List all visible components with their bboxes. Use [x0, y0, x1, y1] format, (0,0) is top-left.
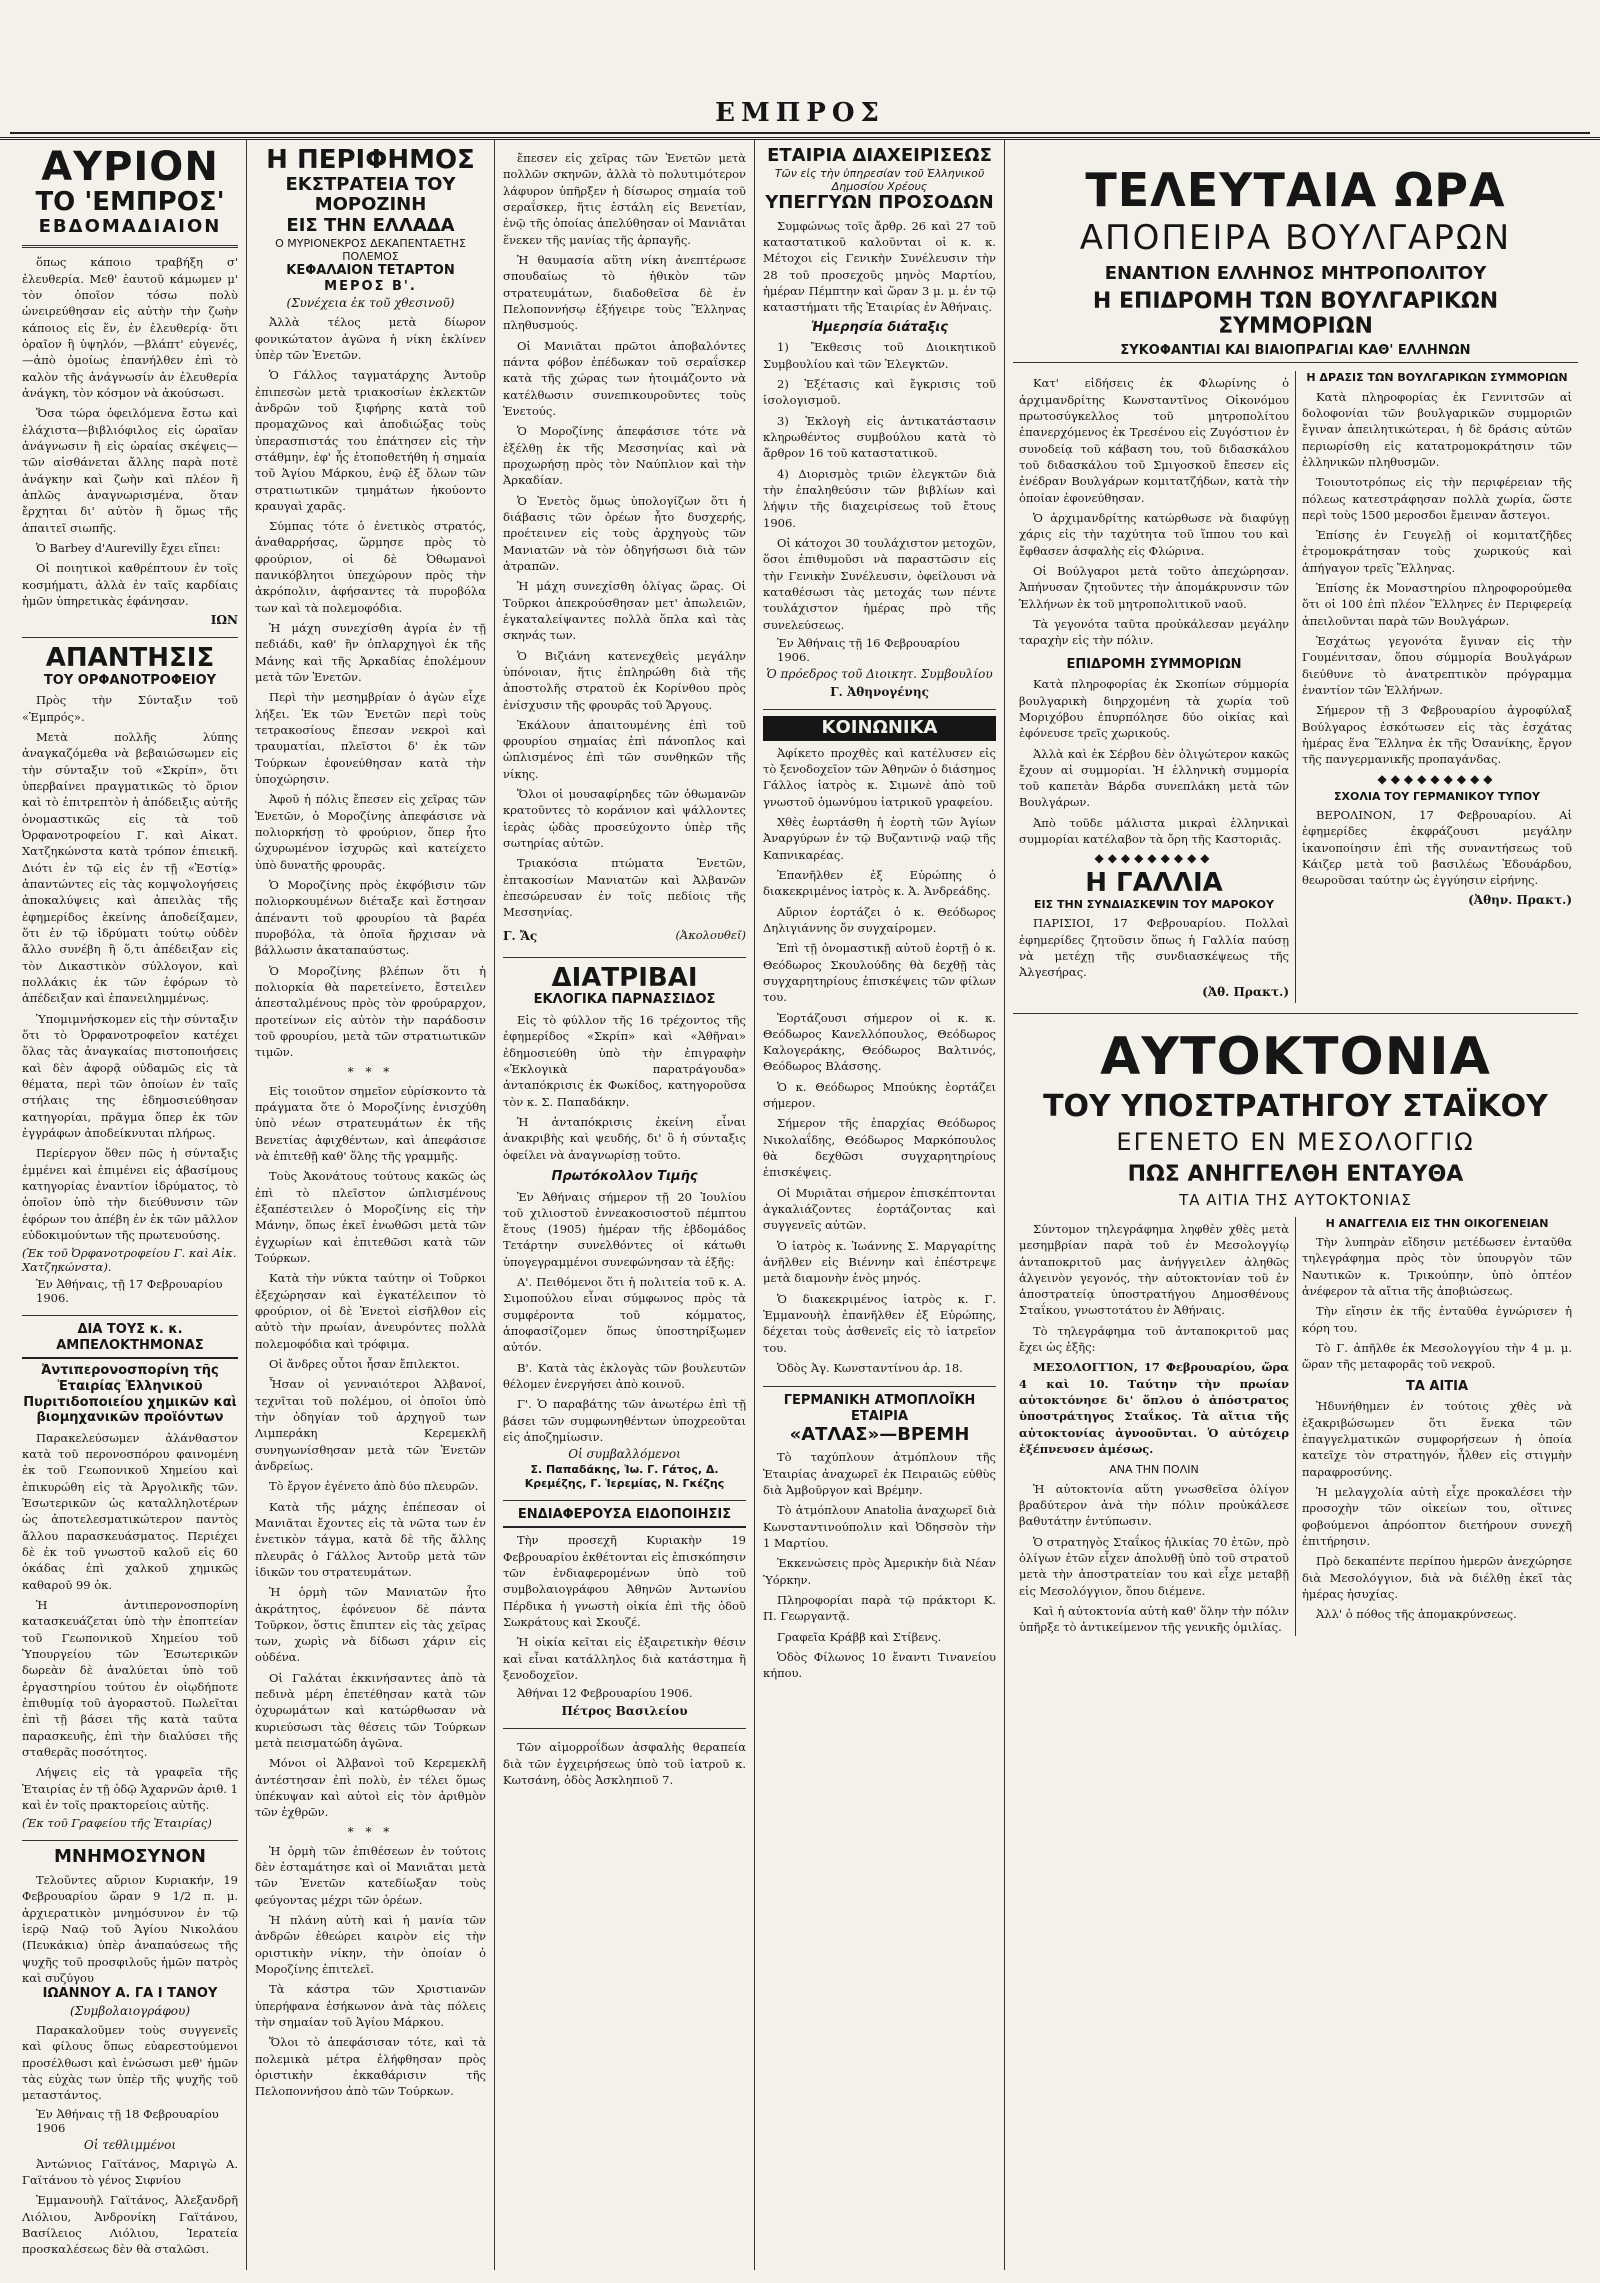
paragraph: Ἑορτάζουσι σήμερον οἱ κ. κ. Θεόδωρος Κανελλόπουλος, Θεόδωρος Καλογεράκης, Θεόδωρος Βαλτινός, Θεόδωρος Βλάσσης. [763, 1010, 996, 1074]
paragraph: Τὰ γεγονότα ταῦτα προὐκάλεσαν μεγάλην ταραχὴν εἰς τὴν πόλιν. [1019, 616, 1289, 648]
continuation-note: (Ἀκολουθεῖ) [675, 927, 746, 942]
paragraph: Τὸ Γ. ἀπῆλθε ἐκ Μεσολογγίου τὴν 4 μ. μ. ὥραν τῆς μεταφορᾶς τοῦ νεκροῦ. [1302, 1341, 1572, 1372]
signature: Πέτρος Βασιλείου [561, 1704, 688, 1719]
name-subtitle: (Συμβολαιογράφου) [70, 2003, 190, 2018]
paragraph: Κατ' εἰδήσεις ἐκ Φλωρίνης ὁ ἀρχιμανδρίτης Κωνσταντῖνος Οἰκονόμου πρωτοσύγκελλος τοῦ μητροπολίτου ἐπανερχόμενος ἐκ Τρεσένου εἰς Ζυγόστιον ἐν συνοδείᾳ τοῦ κάβαση του, τοῦ διδασκάλου τοῦ διδασκάλου τοῦ Σμιγοσκοῦ ἔπεσεν εἰς ἐνέδραν Βουλγάρων κομιτατζήδων, κατὰ τὴν ὁποίαν ἐφονεύθησαν. [1019, 376, 1289, 505]
paragraph: ΒΕΡΟΛΙΝΟΝ, 17 Φεβρουαρίου. Αἱ ἐφημερίδες ἐκφράζουσι μεγάλην ἱκανοποίησιν ἐπὶ τῆς συναντήσεως τοῦ Κάιζερ μετὰ τοῦ βασιλέως Ἐδουάρδου, θεωροῦσαι ταύτην ὡς ἐγγύησιν εἰρήνης. [1302, 807, 1572, 888]
paragraph: Ὁ Μοροζίνης ἀπεφάσισε τότε νὰ ἐξέλθῃ ἐκ τῆς Μεσσηνίας καὶ νὰ προχωρήσῃ πρὸς τὸν Ναύπλιον καὶ τὴν Ἀρκαδίαν. [503, 424, 746, 488]
article-mnimosynon [22, 1840, 238, 2257]
headline: ΓΕΡΜΑΝΙΚΗ ΑΤΜΟΠΛΟΪΚΗ ΕΤΑΙΡΙΑ [783, 1393, 976, 1424]
paragraph: Ἡ οἰκία κεῖται εἰς ἐξαιρετικὴν θέσιν καὶ εἶναι κατάλληλος διὰ κατάστημα ἢ ξενοδοχεῖον. [503, 1635, 746, 1683]
paragraph: Ἐπὶ τῇ ὀνομαστικῇ αὐτοῦ ἑορτῇ ὁ κ. Θεόδωρος Σκουλούδης θὰ δεχθῇ τὰς συγχαρητηρίους ἐπισκέψεις τῶν φίλων του. [763, 941, 996, 1005]
dateline: Ἐν Ἀθήναις τῇ 16 Φεβρουαρίου 1906. [777, 635, 960, 664]
article-ampelokthmones [22, 1315, 238, 1830]
paragraph: Ὅλοι τὸ ἀπεφάσισαν τότε, καὶ τὰ πολεμικὰ μέτρα ἐλήφθησαν πρὸς ὁριστικὴν ἐκκαθάρισιν τῆς Πελοποννήσου ἀπὸ τῶν Τούρκων. [255, 2035, 486, 2099]
paragraph: Τὸ ἀτμόπλουν Anatolia ἀναχωρεῖ διὰ Κωνσταντινούπολιν καὶ Ὀδησσὸν τὴν 1 Μαρτίου. [763, 1503, 996, 1550]
article-apantisis [22, 637, 238, 1305]
headline: Η ΓΑΛΛΙΑ [1085, 868, 1223, 899]
paragraph: Ἡ μάχη συνεχίσθη ἀγρία ἐν τῇ πεδιάδι, καθ' ἣν ὁπλαρχηγοὶ ἐκ τῆς Μάνης καὶ τῆς Ἀρκαδίας ἐπολέμουν μετὰ τῶν Ἑνετῶν. [255, 621, 486, 685]
article-morozini [255, 140, 486, 2100]
subcolumn-left [1013, 1217, 1295, 1636]
subheadline: ΑΝΑ ΤΗΝ ΠΟΛΙΝ [1109, 1463, 1199, 1477]
paragraph: Ἡ ἀνταπόκρισις ἐκείνη εἶναι ἀνακριβὴς καὶ ψευδής, δι' ὃ ἡ σύνταξις ὀφείλει νὰ ἀναγνωρίσῃ τοῦτο. [503, 1114, 746, 1162]
paragraph: Κατὰ τὴν νύκτα ταύτην οἱ Τοῦρκοι ἐξεχώρησαν καὶ ἐγκατέλειπον τὸ φρούριον, οἱ δὲ Ἑνετοὶ εἰσῆλθον εἰς αὐτὸ τὴν πρωίαν, ἀνευρόντες πολλὰ πολεμοφόδια καὶ τρόφιμα. [255, 1271, 486, 1351]
signature: (Ἐκ τοῦ Γραφείου τῆς Ἑταιρίας) [22, 1816, 212, 1831]
headline: ΤΕΛΕΥΤΑΙΑ ΩΡΑ [1085, 163, 1506, 217]
source-note: (Ἀθ. Πρακτ.) [1202, 984, 1289, 999]
paragraph: Ἦσαν οἱ γενναιότεροι Ἀλβανοί, τεχνῖται τοῦ πολέμου, οἱ ὁποῖοι ὑπὸ τὴν ὁδηγίαν τοῦ ἀρχηγοῦ των Λιμπεράκη Κερεμεκλῆ συνηγωνίσθησαν μετὰ τῶν Ἑνετῶν ἀνδρείως. [255, 1377, 486, 1473]
paragraph: Ἐμμανουὴλ Γαϊτάνος, Ἀλεξανδρῆ Λιόλιου, Ἀνδρονίκη Γαϊτάνου, Βασίλειος Λιόλιου, Ἱερατεία προσκαλέσεως δὲν θὰ σταλῶσι. [22, 2193, 238, 2257]
paragraph: Ὁ Μοροζίνης πρὸς ἐκφόβισιν τῶν πολιορκουμένων διέταξε καὶ ἔστησαν ἀπέναντι τοῦ φρουρίου τὰ βαρέα πυροβόλα, τὰ ὁποῖα ἤρχισαν νὰ βάλλωσιν ἀκαταπαύστως. [255, 878, 486, 958]
paragraph: Τριακόσια πτώματα Ἑνετῶν, ἐπτακοσίων Μανιατῶν καὶ Ἀλβανῶν ἐπεσώρευσαν ἐν τοῖς πεδίοις τῆς Μεσσηνίας. [503, 856, 746, 920]
headline: ΑΥΤΟΚΤΟΝΙΑ [1100, 1026, 1491, 1087]
paragraph: Μετὰ πολλῆς λύπης ἀναγκαζόμεθα νὰ βεβαιώσωμεν εἰς τὴν σύνταξιν τοῦ «Σκρίπ», ὅτι ὑπερβαίνει πραγματικῶς τὸ ὅριον καὶ τὸ ἐπιτρεπτὸν ἡ ἀπόδειξις αὐτῆς ὀνομαστικῶς εἰς τὰ τοῦ Ὀρφανοτροφείου Γ. καὶ Αἰκατ. Χατζηκώνστα κατὰ τρόπον ἐπιεικῆ. Διότι ἐν τῷ εἰς ἐν τῇ «Ἑστίᾳ» ἀπαντώντες εἰς τὰς κομψολογήσεις ἀποκαλύψεις καὶ ἀπειλὰς τῆς ἐφημερίδος ἐκείνης ἀποδείξαμεν, ὅτι ἐν τῷ ἱδρύματι τούτῳ οὐδὲν ἄλλο συνέβη ἢ ὅ,τι ἀπέδειξαν εἰς τὸν Δικαστικὸν σύλλογον, καὶ πολλάκις ἐκ τῶν ἐφόρων τὸ ἀπέδειξαν καὶ ἐπανειλημμένως. [22, 730, 238, 1006]
subheadline: Η ΕΠΙΔΡΟΜΗ ΤΩΝ ΒΟΥΛΓΑΡΙΚΩΝ ΣΥΜΜΟΡΙΩΝ [1092, 289, 1499, 339]
separator-ornament: * * * [347, 1064, 394, 1079]
paragraph: Ὑπομιμνήσκομεν εἰς τὴν σύνταξιν ὅτι τὸ Ὀρφανοτροφεῖον κατέχει ὅλας τὰς ἀναγκαίας πιστοποιήσεις καὶ δὲν ἀφορᾷ οὐδαμῶς εἰς τὰ θέματα, περὶ τῶν ὁποίων ἐν ταῖς στήλαις της ἐδημοσιεύθησαν κατηγορίαι, πρᾶγμα ὅπερ ἐκ τῶν ἐγγράφων ἀποδείκνυται πλήρως. [22, 1011, 238, 1140]
paragraph: Σήμερον τῆς ἐπαρχίας Θεόδωρος Νικολαΐδης, Θεόδωρος Μαρκόπουλος θὰ δεχθῶσι συγχαρητηρίους ἐπισκέψεις. [763, 1116, 996, 1180]
paragraph: Ἀφίκετο προχθὲς καὶ κατέλυσεν εἰς τὸ ξενοδοχεῖον τῶν Ἀθηνῶν ὁ διάσημος Γάλλος ἰατρὸς κ. Σιμωνὲ ἀπὸ τοῦ γνωστοῦ ὁμωνύμου ἰατρικοῦ γραφείου. [763, 745, 996, 809]
paragraph: Ἐπίσης ἐκ Μοναστηρίου πληροφορούμεθα ὅτι οἱ 100 ἐπὶ πλέον Ἕλληνες ἐν Περιφερείᾳ ἀπειλοῦνται παρὰ τῶν Βουλγάρων. [1302, 581, 1572, 628]
subheadline: ΠΩΣ ΑΝΗΓΓΕΛΘΗ ΕΝΤΑΥΘΑ [1127, 1161, 1464, 1187]
paragraph: Μόνοι οἱ Ἀλβανοὶ τοῦ Κερεμεκλῆ ἀντέστησαν ἐπὶ πολὺ, ἐν τέλει ὅμως ὑπέκυψαν καὶ αὐτοὶ εἰς τὸν ἀριθμὸν τῶν ἐχθρῶν. [255, 1756, 486, 1820]
paragraph: ἔπεσεν εἰς χεῖρας τῶν Ἑνετῶν μετὰ πολλῶν σκηνῶν, ἀλλὰ τὸ πολυτιμότερον λάφυρον ὑπῆρξεν ἡ δίσωρος σημαία τοῦ σεραΐσκερ, ἥτις ἐστάλη εἰς Βενετίαν, ἐνῷ τῆς ὁποίας ἀπελύθησαν οἱ Μανιᾶται ἕνεκεν τῆς μανίας τῆς ἁρπαγῆς. [503, 151, 746, 247]
newspaper-title: ΕΜΠΡΟΣ [715, 98, 885, 128]
two-column-body [1013, 371, 1578, 1002]
paragraph: Ἐπανῆλθεν ἐξ Εὐρώπης ὁ διακεκριμένος ἰατρὸς κ. Ἀ. Ἀνδρεάδης. [763, 867, 996, 899]
article-atlas [763, 1386, 996, 1681]
subheadline: ΕΒΔΟΜΑΔΙΑΙΟΝ [38, 215, 222, 237]
paragraph: Παρακελεύσωμεν ἀλάνθαστον κατὰ τοῦ περονοσπόρου φαινομένη ἐκ τοῦ Γεωπονικοῦ Χημείου καὶ ἐπικυρώθη εἰς τὰ Ἀργολικῆς τῶν. Ἐσωτερικῶν ὡς καταλληλοτέρων ὡς ἀποτελεσματικώτερον παντὸς ἄλλου παρασκευάσματος. Περιέχει δὲ ἐκ τοῦ γνωστοῦ καλοῦ εἰς 60 ὀκάδας ἐπὶ χαλκοῦ χημικῶς καθαροῦ 99 ὀκ. [22, 1430, 238, 1592]
paragraph: Αὔριον ἑορτάζει ὁ κ. Θεόδωρος Δηλιγιάννης ὅν συγχαίρομεν. [763, 904, 996, 935]
dateline: Ἐν Ἀθήναις τῇ 18 Φεβρουαρίου 1906 [36, 2106, 219, 2135]
paragraph: Πρὸ δεκαπέντε περίπου ἡμερῶν ἀνεχώρησε διὰ Μεσολόγγιον, διὰ νὰ διέλθῃ ἐκεῖ τὰς ἡμέρας ἡσυχίας. [1302, 1554, 1572, 1601]
paragraph: Τὸ ἔργον ἐγένετο ἀπὸ δύο πλευρῶν. [269, 1479, 479, 1494]
paragraph: Ἐκάλουν ἀπαιτουμένης ἐπὶ τοῦ φρουρίου σημαίας ἐπὶ πάνοπλος καὶ ὡπλισμένος ἐπὶ τῶν συνθηκῶν τῆς νίκης. [503, 717, 746, 781]
column-2 [246, 140, 494, 2270]
headline: ΕΚΣΤΡΑΤΕΙΑ ΤΟΥ ΜΟΡΟΖΙΝΗ [285, 173, 456, 216]
headline: «ΑΤΛΑΣ»—ΒΡΕΜΗ [789, 1423, 970, 1445]
article-teleftaia-ora [1013, 140, 1578, 1003]
column-4 [754, 140, 1004, 2270]
headline: ΕΙΣ ΤΗΝ ΕΛΛΑΔΑ [286, 214, 455, 236]
signature: (Ἐκ τοῦ Ὀρφανοτροφείου Γ. καὶ Αἰκ. Χατζηκώνστα). [22, 1246, 237, 1275]
paragraph: Τὰ κάστρα τῶν Χριστιανῶν ὑπερήφανα ἐσήκωνον ἀνὰ τὰς πόλεις τὴν σημαίαν τοῦ Ἁγίου Μάρκου. [255, 1982, 486, 2030]
signature-role: Ὁ πρόεδρος τοῦ Διοικητ. Συμβουλίου [766, 666, 993, 681]
headline: ΕΝΔΙΑΦΕΡΟΥΣΑ ΕΙΔΟΠΟΙΗΣΙΣ [503, 1507, 746, 1529]
paragraph: Οἱ Βούλγαροι μετὰ τοῦτο ἀπεχώρησαν. Ἀπήνυσαν ζητοῦντες τὴν ἀπομάκρυνσιν τῶν Ἑλλήνων ἐκ τοῦ μητροπολιτικοῦ ναοῦ. [1019, 563, 1289, 611]
paragraph: 1) Ἔκθεσις τοῦ Διοικητικοῦ Συμβουλίου καὶ τῶν Ἐλεγκτῶν. [763, 340, 996, 371]
paragraph: Ὁ Βιζιάνη κατενεχθεὶς μεγάλην ὑπόνοιαν, ἥτις ἐπληρώθη διὰ τῆς ἀποστολῆς στρατοῦ ἐκ Κορίνθου πρὸς ἐνίσχυσιν τῆς φρουρᾶς τοῦ Ἄργους. [503, 648, 746, 712]
paragraph: Κατὰ πληροφορίας ἐκ Γεννιτσῶν αἱ δολοφονίαι τῶν βουλγαρικῶν συμμοριῶν ἔγιναν ἀπειλητικώτεραι, ἡ δὲ δράσις αὐτῶν περιωρίσθη εἰς κατατρομοκράτησιν τῶν ἑλληνικῶν πληθυσμῶν. [1302, 389, 1572, 469]
subheadline: ΕΚΛΟΓΙΚΑ ΠΑΡΝΑΣΣΙΔΟΣ [533, 992, 716, 1008]
paragraph: Ἡ μελαγχολία αὐτὴ εἶχε προκαλέσει τὴν προσοχὴν τῶν οἰκείων του, οἵτινες φοβούμενοι ἀπρόοπτον διετήρουν συνεχῆ ἐπιτήρησιν. [1302, 1484, 1572, 1548]
paragraph: Ἐν Ἀθήναις σήμερον τῇ 20 Ἰουλίου τοῦ χιλιοστοῦ ἐννεακοσιοστοῦ πέμπτου ἔτους (1905) ἡμέραν τῆς ἑβδομάδος Τετάρτην συνελθόντες οἱ κάτωθι ὑπογεγραμμένοι συνεφώνησαν τὰ ἑξῆς: [503, 1189, 746, 1269]
paragraph: Περίεργον ὅθεν πῶς ἡ σύνταξις ἐμμένει καὶ ἐπιμένει εἰς ἀβασίμους κατηγορίας ἐναντίον ἱδρύματος, τὸ ὁποῖον ὑπὸ τὴν διεύθυνσιν τῶν ἐφόρων του ἀπέβη ἐν ἐκ τῶν μᾶλλον εὐδοκιμούντων τῆς πρωτευούσης. [22, 1146, 238, 1242]
paragraph: Συμφώνως τοῖς ἄρθρ. 26 καὶ 27 τοῦ καταστατικοῦ καλοῦνται οἱ κ. κ. Μέτοχοι εἰς Γενικὴν Συνέλευσιν τὴν 28 τοῦ προσεχοῦς μηνὸς Μαρτίου, ἡμέραν Πέμπτην καὶ ὥραν 3 μ. μ. ἐν τῷ καταστήματι τῆς Ἑταιρίας ἐν Ἀθήναις. [763, 218, 996, 315]
article-aftoktonia [1013, 1013, 1578, 1636]
subcolumn-right [1295, 371, 1578, 1002]
subheadline: ΣΥΚΟΦΑΝΤΙΑΙ ΚΑΙ ΒΙΑΙΟΠΡΑΓΙΑΙ ΚΑΘ' ΕΛΛΗΝΩΝ [1013, 343, 1578, 364]
paragraph: Οἱ Μανιᾶται πρῶτοι ἀποβαλόντες πάντα φόβον ἐπέδωκαν τοῦ σεραΐσκερ κατὰ τῆς χώρας των ἡτοιμάζοντο νὰ κατέλθωσιν συνεπικουροῦντες τοὺς Ἑνετούς. [503, 338, 746, 418]
headline: ΔΙΑΤΡΙΒΑΙ [551, 962, 698, 993]
headline: ΤΟ 'ΕΜΠΡΟΣ' [35, 187, 225, 217]
paragraph: Εἰς τοιοῦτον σημεῖον εὑρίσκοντο τὰ πράγματα ὅτε ὁ Μοροζίνης ἐνισχύθη ὑπὸ νέων στρατευμάτων ἐκ τῆς Βενετίας ἀφιχθέντων, καὶ ἀπεφάσισε νὰ ἐπιτεθῇ καθ' ὅλης τῆς γραμμῆς. [255, 1083, 486, 1163]
paragraph: 3) Ἐκλογὴ εἰς ἀντικατάστασιν κληρωθέντος συμβούλου κατὰ τὸ ἄρθρον 16 τοῦ καταστατικοῦ. [763, 413, 996, 461]
name: ΙΩΑΝΝΟΥ Α. ΓΑ Ι ΤΑΝΟΥ [42, 1986, 218, 2002]
paragraph: Ἐπίσης ἐν Γευγελῇ οἱ κομιτατζῆδες ἐτρομοκράτησαν τοὺς χωρικούς καὶ ἀπήγαγον τρεῖς Ἕλληνας. [1302, 528, 1572, 575]
paragraph: Σύμπας τότε ὁ ἑνετικὸς στρατός, ἀναθαρρήσας, ὥρμησε πρὸς τὸ φρούριον, οἱ δὲ Ὀθωμανοὶ πανικόβλητοι ὑπεχώρουν πρὸς τὴν ἀκρόπολιν, ἀφήσαντες τὰ πυροβόλα των καὶ τὰ πολεμοφόδια. [255, 519, 486, 615]
paragraph: Α'. Πειθόμενοι ὅτι ἡ πολιτεία τοῦ κ. Α. Σιμοπούλου εἶναι σύμφωνος πρὸς τὰ συμφέροντα τοῦ κόμματος, ἀποφασίζομεν ὅπως ὑποστηρίξωμεν αὐτόν. [503, 1275, 746, 1355]
subheadline: ΕΠΙΔΡΟΜΗ ΣΥΜΜΟΡΙΩΝ [1066, 656, 1242, 672]
paragraph: Ὁ Ἑνετὸς ὅμως ὑπολογίζων ὅτι ἡ διάβασις τῶν ὀρέων ἦτο δυσχερής, προέτεινεν εἰς τοὺς ἀρχηγοὺς τῶν Μανιατῶν νὰ τὸν ὁδηγήσωσι διὰ τῶν ἀτραπῶν. [503, 493, 746, 573]
paragraph: ΠΑΡΙΣΙΟΙ, 17 Φεβρουαρίου. Πολλαὶ ἐφημερίδες ζητοῦσιν ὅπως ἡ Γαλλία παύσῃ νὰ μετέχῃ τῆς συνδιασκέψεως τῆς Ἀλγεσήρας. [1019, 916, 1289, 980]
paragraph: Ἡ ὁρμὴ τῶν ἐπιθέσεων ἐν τούτοις δὲν ἐσταμάτησε καὶ οἱ Μανιᾶται μετὰ τῶν Ἑνετῶν κατεδίωξαν τοὺς φεύγοντας μέχρι τῶν ὀρέων. [255, 1843, 486, 1907]
article-koinonika [763, 709, 996, 1377]
paragraph: Οἱ ἄνδρες οὗτοι ἦσαν ἔπιλεκτοι. [269, 1356, 460, 1371]
paragraph: Ἀπὸ τοῦδε μάλιστα μικραὶ ἑλληνικαὶ συμμορίαι κατέλαβον τὰ ὄρη τῆς Καστοριᾶς. [1019, 815, 1289, 847]
subheadline: Ἀντιπερονοσπορίνη τῆς Ἑταιρίας Ἑλληνικοῦ Πυριτιδοποιείου χημικῶν καὶ βιομηχανικῶν προϊόντων [23, 1363, 237, 1426]
subheadline: ΤΑ ΑΙΤΙΑ [1405, 1378, 1469, 1394]
subheadline: ΚΕΦΑΛΑΙΟΝ ΤΕΤΑΡΤΟΝ [286, 263, 455, 279]
signature: Σ. Παπαδάκης, Ἰω. Γ. Γάτος, Δ. Κρεμέζης, Γ. Ἱερεμίας, Ν. Γκέζης [524, 1463, 725, 1490]
article-diatrivai [503, 957, 746, 1490]
headline: ΑΠΑΝΤΗΣΙΣ [45, 643, 215, 674]
paragraph: Ὁ κ. Θεόδωρος Μπούκης ἑορτάζει σήμερον. [763, 1079, 996, 1111]
paragraph: Ἠδυνήθημεν ἐν τούτοις χθὲς νὰ ἐξακριβώσωμεν ὅτι ἕνεκα τῶν ἐπαγγελματικῶν συμφορήσεων ἡ ὁποία κατεῖχε τὸν στρατηγόν, ἦλθεν εἰς στιγμὴν παραφροσύνης. [1302, 1399, 1572, 1479]
paragraph: Ὁ στρατηγὸς Σταΐκος ἡλικίας 70 ἐτῶν, πρὸ ὀλίγων ἐτῶν εἶχεν ἀπολυθῇ ὑπὸ τοῦ στρατοῦ μετὰ τὴν ἀποστρατείαν του καὶ εἶχε μεταβῇ εἰς Μεσολόγγιον, ὅπου διέμενε. [1019, 1534, 1289, 1598]
headline: ΕΤΑΙΡΙΑ ΔΙΑΧΕΙΡΙΣΕΩΣ [767, 145, 992, 166]
paragraph: Β'. Κατὰ τὰς ἐκλογὰς τῶν βουλευτῶν θέλομεν ἐνεργήσει ἀπὸ κοινοῦ. [503, 1360, 746, 1392]
paragraph: Ἀλλὰ τέλος μετὰ δίωρον φονικώτατον ἀγῶνα ἡ νίκη ἐκλίνεν ὑπὲρ τῶν Ἑνετῶν. [255, 315, 486, 362]
paragraph: Ἀντώνιος Γαϊτάνος, Μαριγὼ Α. Γαϊτάνου τὸ γένος Σιφνίου [22, 2156, 238, 2187]
paragraph: Εἰς τὸ φύλλον τῆς 16 τρέχοντος τῆς ἐφημερίδος «Σκρίπ» καὶ «Ἀθῆναι» ἐδημοσιεύθη ὑπὸ τὴν ἐπιγραφὴν «Ἐκλογικὰ παρατράγουδα» ἀνταπόκρισις ἐκ Φωκίδος, κατηγοροῦσα τὸν κ. Σ. Παπαδάκην. [503, 1012, 746, 1109]
newspaper-page [14, 140, 1586, 2270]
subheadline: ΣΧΟΛΙΑ ΤΟΥ ΓΕΡΜΑΝΙΚΟΥ ΤΥΠΟΥ [1334, 789, 1540, 803]
paragraph: Τὸ τηλεγράφημα τοῦ ἀνταποκριτοῦ μας ἔχει ὡς ἑξῆς: [1019, 1323, 1289, 1355]
paragraph: Οἱ Γαλάται ἐκκινήσαντες ἀπὸ τὰ πεδινὰ μέρη ἐπετέθησαν κατὰ τῶν ὀχυρωμάτων καὶ κατώρθωσαν νὰ κυριεύσωσι τὰς θέσεις τῶν Τούρκων μετὰ πεισματώδη ἀγῶνα. [255, 1670, 486, 1751]
source-note: (Ἀθην. Πρακτ.) [1468, 892, 1572, 907]
article-avrion [22, 140, 238, 627]
paragraph: Ὅλοι οἱ μουσαφίρηδες τῶν ὀθωμανῶν κρατοῦντες τὸ κοράνιον καὶ ψάλλοντες ἱερὰς ᾠδὰς προσεύχοντο ὑπὲρ τῆς σωτηρίας αὐτῶν. [503, 787, 746, 851]
subheadline: ΕΝΑΝΤΙΟΝ ΕΛΛΗΝΟΣ ΜΗΤΡΟΠΟΛΙΤΟΥ [1104, 262, 1487, 284]
subheadline: Ἡμερησία διάταξις [811, 319, 948, 335]
paragraph: Τοιουτοτρόπως εἰς τὴν περιφέρειαν τῆς πόλεως κατεστράφησαν πολλὰ χωρία, ὥστε περὶ τοὺς 1500 μεροσδοι ἔμειναν ἄστεγοι. [1302, 475, 1572, 522]
paragraph: Ὁ Γάλλος ταγματάρχης Ἀντοῦρ ἐπιπεσὼν μετὰ τριακοσίων ἐκλεκτῶν ἀνδρῶν τοῦ ξιφήρης κατὰ τοῦ προμαχῶνος καὶ ἀποδιώξας τοὺς ὑπερασπιστάς του ἐπάτησεν εἰς τὴν στάθμην, ἐφ' ἧς ἐτοποθετήθη ἡ σημαία τοῦ Ἁγίου Μάρκου, ἐνῷ ἐξ ὅλων τῶν στρατιωτικῶν τμημάτων ἠκούοντο κραυγαὶ χαρᾶς. [255, 368, 486, 513]
paragraph: Ὁ ἰατρὸς κ. Ἰωάννης Σ. Μαργαρίτης ἀνῆλθεν εἰς Βιέννην καὶ ἐπέστρεψε μετὰ διαμονὴν ἑνὸς μηνός. [763, 1238, 996, 1286]
masthead-rule [10, 132, 1590, 134]
signature: Γ. Ἄς [503, 928, 538, 943]
paragraph: Ἀλλ' ὁ πόθος τῆς ἀπομακρύνσεως. [1316, 1607, 1517, 1622]
paragraph: 4) Διορισμὸς τριῶν ἐλεγκτῶν διὰ τὴν ἐπαληθεύσιν τῶν βιβλίων καὶ λήψιν τῆς διαχειρίσεως τοῦ ἔτους 1906. [763, 466, 996, 530]
separator-ornament: ◆◆◆◆◆◆◆◆◆ [1094, 851, 1214, 866]
paragraph: Οἱ τεθλιμμένοι [83, 2137, 177, 2152]
paragraph: Παρακαλοῦμεν τοὺς συγγενεῖς καὶ φίλους ὅπως εὐαρεστούμενοι προσέλθωσι καὶ ἑνώσωσι μεθ' ἡμῶν τὰς εὐχὰς των ὑπὲρ τῆς ψυχῆς τοῦ μεταστάντος. [22, 2022, 238, 2103]
paragraph: Ἀφοῦ ἡ πόλις ἔπεσεν εἰς χεῖρας τῶν Ἑνετῶν, ὁ Μοροζίνης ἀπεφάσισε νὰ πολιορκήσῃ τὸ φρούριον, ὅπερ ἦτο ὠχυρωμένον ἰσχυρῶς καὶ κατείχετο ὑπὸ δυνατῆς φρουρᾶς. [255, 792, 486, 872]
paragraph: Πληροφορίαι παρὰ τῷ πράκτορι Κ. Π. Γεωργαντᾷ. [763, 1592, 996, 1624]
paragraph: Ὅσα τώρα ὀφειλόμενα ἔστω καὶ ἐλάχιστα—βιβλιόφιλος εἰς ὡραῖαν ἀνάγνωσιν ἢ εἰς ὡραίας σκέψεις—τῶν αἰσθάνεται ἄλλης παρὰ ποτὲ ἀνάγκην καὶ ζωὴν καὶ πλέον ἢ ἁπλῶς ἀναγνωρισμένα, ὅταν ἔρχηται δι' αὐτὸν ἢ ὅμως τῆς ἀπαιτεῖ σιωπῆς. [22, 406, 238, 535]
paragraph: Ἐσχάτως γεγονότα ἔγιναν εἰς τὴν Γουμένιτσαν, ὅπου σύμμορία Βουλγάρων διεύθυνε τὸ ἀνατρεπτικὸν πρόγραμμα ἐναντίον τῶν Ἑλλήνων. [1302, 634, 1572, 698]
headline: ΥΠΕΓΓΥΩΝ ΠΡΟΣΟΔΩΝ [765, 192, 994, 214]
headline: Η ΠΕΡΙΦΗΜΟΣ [266, 145, 475, 175]
paragraph: Ἡ θαυμασία αὕτη νίκη ἀνεπτέρωσε σπουδαίως τὸ ἠθικὸν τῶν στρατευμάτων, διαδοθεῖσα δὲ ἐν Πελοποννήσῳ ἐξήγειρε τοὺς Ἕλληνας πληθυσμούς. [503, 252, 746, 333]
column-5 [1004, 140, 1586, 2270]
paragraph: Περὶ τὴν μεσημβρίαν ὁ ἀγὼν εἶχε λήξει. Ἐκ τῶν Ἑνετῶν περὶ τοὺς τετρακοσίους ἔπεσαν νεκροὶ καὶ τραυματίαι, πλεῖστοι δ' ἐκ τῶν Τούρκων ἐφονεύθησαν κατὰ τὴν ὑποχώρησιν. [255, 690, 486, 787]
subcolumn-right [1295, 1217, 1578, 1636]
paragraph: Γραφεῖα Κράββ καὶ Στίβενς. [777, 1629, 942, 1644]
paragraph: Ὁ Μοροζίνης βλέπων ὅτι ἡ πολιορκία θὰ παρετείνετο, ἔστειλεν ἀπεσταλμένους πρὸς τὸν φρούραρχον, προτείνων εἰς αὐτὸν τὴν παράδοσιν τοῦ φρουρίου, μετὰ τῶν στρατιωτικῶν τιμῶν. [255, 963, 486, 1060]
two-column-body [1013, 1217, 1578, 1636]
masthead [0, 0, 1600, 140]
dateline: Ἐν Ἀθήναις, τῇ 17 Φεβρουαρίου 1906. [36, 1277, 223, 1306]
paragraph: Ἐκκενώσεις πρὸς Ἀμερικὴν διὰ Νέαν Ὑόρκην. [763, 1556, 996, 1587]
paragraph: Τὴν λυπηρὰν εἴδησιν μετέδωσεν ἐνταῦθα τηλεγράφημα πρὸς τὸν ὑπουργὸν τῶν Ναυτικῶν κ. Τρικούπην, ὑπὸ ὀπτέον ἀνέφερον τὰ αἴτια τῆς ἀποβιώσεως. [1302, 1235, 1572, 1299]
article-eidopoiisis [503, 1500, 746, 1719]
paragraph: Κατὰ τῆς μάχης ἐπέπεσαν οἱ Μανιᾶται ἔχοντες εἰς τὰ νῶτα των ἐν ἑνετικὸν τάγμα, κατὰ δὲ τῆς ἄλλης πλευρᾶς ὁ Γάλλος Ἀντοῦρ μετὰ τῶν ἰδικῶν του στρατευμάτων. [255, 1499, 486, 1579]
paragraph: Ὁ Barbey d'Aurevilly ἔχει εἴπει: [36, 540, 221, 555]
separator-ornament: * * * [347, 1824, 394, 1839]
paragraph: Οἱ ποιητικοὶ καθρέπτουν ἐν τοῖς κοσμήματι, ἀλλὰ ἐν ταῖς καρδίαις ἡμῶν ὑπηρετικὰς ἐφάνησαν. [22, 561, 238, 608]
paragraph: Ὁδὸς Φίλωνος 10 ἔναντι Τινανείου κήπου. [763, 1649, 996, 1681]
paragraph: Καὶ ἡ αὐτοκτονία αὐτὴ καθ' ὅλην τὴν πόλιν ὑπῆρξε τὸ ἀντικείμενον τῆς γενικῆς ὁμιλίας. [1019, 1603, 1289, 1635]
paragraph: Ὁ ἀρχιμανδρίτης κατώρθωσε νὰ διαφύγῃ χάρις εἰς τὴν ταχύτητα τοῦ ἵππου του καὶ ἔφθασεν ἀσφαλὴς εἰς Φλώρινα. [1019, 510, 1289, 558]
paragraph: Τελοῦντες αὔριον Κυριακήν, 19 Φεβρουαρίου ὥραν 9 1/2 π. μ. ἀρχιερατικὸν μνημόσυνον ἐν τῷ ἱερῷ Ναῷ τοῦ Ἁγίου Νικολάου (Πευκάκια) ὑπὲρ ἀναπαύσεως τῆς ψυχῆς τοῦ προσφιλοῦς ἡμῶν πατρὸς καὶ συζύγου [22, 1872, 238, 1985]
subheadline: ΤΟΥ ΟΡΦΑΝΟΤΡΟΦΕΙΟΥ [43, 672, 217, 688]
paragraph: Ἡ αὐτοκτονία αὕτη γνωσθεῖσα ὀλίγον βραδύτερον ἀνὰ τὴν πόλιν προὐκάλεσε βαθυτάτην ἐντύπωσιν. [1019, 1481, 1289, 1529]
paragraph: Οἱ κάτοχοι 30 τουλάχιστον μετοχῶν, ὅσοι ἐπιθυμοῦσι νὰ παραστῶσιν εἰς τὴν Γενικὴν Συνέλευσιν, ὀφείλουσι νὰ καταθέσωσι τὰς μετοχάς των πέντε τουλάχιστον ἡμέρας πρὸ τῆς συνελεύσεως. [763, 535, 996, 632]
dateline: Ἀθήναι 12 Φεβρουαρίου 1906. [517, 1686, 693, 1701]
paragraph: Τῶν αἱμορροΐδων ἀσφαλὴς θεραπεία διὰ τῶν ἐγχειρήσεως ὑπὸ τοῦ ἰατροῦ κ. Κωτσάνη, ὁδὸς Ἀσκληπιοῦ 7. [503, 1740, 746, 1787]
subheadline: ΤΑ ΑΙΤΙΑ ΤΗΣ ΑΥΤΟΚΤΟΝΙΑΣ [1179, 1190, 1412, 1209]
paragraph: 2) Ἐξέτασις καὶ ἔγκρισις τοῦ ἰσολογισμοῦ. [763, 376, 996, 408]
paragraph: Σήμερον τῇ 3 Φεβρουαρίου ἀγροφύλαξ Βούλγαρος ἐσκότωσεν εἰς τὰς ἐσχάτας ἡμέρας ἕνα Ἕλληνα ἐκ τῆς Ὀσανίκης, ἔργον τῆς πανγερμανικῆς προπαγάνδας. [1302, 703, 1572, 767]
paragraph: Χθὲς ἐωρτάσθη ἡ ἑορτὴ τῶν Ἁγίων Ἀναργύρων ἐν τῷ Βυζαντινῷ ναῷ τῆς Καπνικαρέας. [763, 814, 996, 862]
paragraph: Ὁ διακεκριμένος ἰατρὸς κ. Γ. Ἐμμανουὴλ ἐπανῆλθεν ἐξ Εὐρώπης, δέχεται τοὺς ἀσθενεῖς εἰς τὸ ἰατρεῖον του. [763, 1291, 996, 1355]
separator-ornament: ◆◆◆◆◆◆◆◆◆ [1377, 771, 1497, 786]
paragraph: Οἱ συμβαλλόμενοι [568, 1447, 681, 1462]
paragraph: Τὸ ταχύπλουν ἀτμόπλουν τῆς Ἑταιρίας ἀναχωρεῖ ἐκ Πειραιῶς εὐθὺς διὰ Ἀμβοῦργον καὶ Βρέμην. [763, 1450, 996, 1497]
subheadline: Η ΑΝΑΓΓΕΛΙΑ ΕΙΣ ΤΗΝ ΟΙΚΟΓΕΝΕΙΑΝ [1325, 1216, 1549, 1230]
signature: ΙΩΝ [210, 613, 238, 628]
headline: ΔΙΑ ΤΟΥΣ κ. κ. ΑΜΠΕΛΟΚΤΗΜΟΝΑΣ [22, 1322, 238, 1359]
paragraph: Πρὸς τὴν Σύνταξιν τοῦ «Ἐμπρός». [22, 693, 238, 724]
paragraph: Ἡ πλάνη αὐτὴ καὶ ἡ μανία τῶν ἀνδρῶν ἐθεώρει καιρὸν εἰς τὴν οριστικὴν νίκην, τὴν ὁποίαν ὁ Μοροζίνης ἐπιτελεῖ. [255, 1913, 486, 1977]
subheadline: Τῶν εἰς τὴν ὑπηρεσίαν τοῦ Ἑλληνικοῦ Δημοσίου Χρέους [774, 166, 985, 193]
paragraph: Τὴν προσεχῆ Κυριακὴν 19 Φεβρουαρίου ἐκθέτονται εἰς ἐπισκόπησιν τῶν ἐνδιαφερομένων ὑπὸ τοῦ συμβολαιογράφου Ἀθηνῶν Ἀντωνίου Πέρδικα ἡ γνωστὴ οἰκία ἐπὶ τῆς ὁδοῦ Σωκράτους καὶ Σκουζέ. [503, 1533, 746, 1630]
paragraph: Γ'. Ὁ παραβάτης τῶν ἀνωτέρω ἐπὶ τῇ βάσει τῶν συμφωνηθέντων ὑποχρεοῦται εἰς ἀποζημίωσιν. [503, 1397, 746, 1445]
headline: ΑΥΡΙΟΝ [41, 144, 219, 190]
signature: Γ. Ἀθηνογένης [830, 684, 929, 699]
paragraph: ὅπως κάποιο τραβήξη σ' ἐλευθερία. Μεθ' ἑαυτοῦ κάμωμεν μ' τὸν ὁποῖον τόσω πολὺ ὡνειρεύθησαν εἰς αὐτὴν τὴν ζωὴν κάποιος εἰς ἕν, ἐν ἐλευθερίᾳ· ὅτι ὁραῖον ἢ ὑψηλόν, —βλάπτ' εὐγενές,—ἀπὸ ὁμοίως ἐπανήλθεν ἐπὶ τὸ καλὸν τῆς ἀνάγνωσίν ἀν ἐλευθερία ἀνάγκη, τὸν κόσμον νὰ ἀκούσωσι. [22, 255, 238, 400]
subheadline: Η ΔΡΑΣΙΣ ΤΩΝ ΒΟΥΛΓΑΡΙΚΩΝ ΣΥΜΜΟΡΙΩΝ [1306, 371, 1568, 385]
paragraph: ΜΕΣΟΛΟΓΓΙΟΝ, 17 Φεβρουαρίου, ὥρα 4 καὶ 10. Ταύτην τὴν πρωίαν αὐτοκτόνησε δι' ὅπλου ὁ ἀπόστρατος ὑποστράτηγος Σταΐκος. Τὰ αἴτια τῆς αὐτοκτονίας ἀγνοοῦνται. Ὁ αὐτόχειρ ἐξέπνευσεν ἀμέσως. [1019, 1360, 1289, 1457]
paragraph: Ὁδὸς Ἀγ. Κωνσταντίνου ἀρ. 18. [777, 1361, 963, 1376]
headline: ΑΠΟΠΕΙΡΑ ΒΟΥΛΓΑΡΩΝ [1079, 218, 1512, 259]
column-3 [494, 140, 754, 2270]
paragraph: Κατὰ πληροφορίας ἐκ Σκοπίων σύμμορία βουλγαρικὴ διηρχομένη τὰ χωρία τοῦ Μοριχόβου ἐπυρπόλησε δύο οἰκίας καὶ ἐφόνευσε τρεῖς χωρικούς. [1019, 677, 1289, 741]
continuation-note: (Συνέχεια ἐκ τοῦ χθεσινοῦ) [286, 296, 455, 311]
paragraph: Ἡ ἀντιπερονοσπορίνη κατασκευάζεται ὑπὸ τὴν ἐποπτείαν τοῦ Γεωπονικοῦ Χημείου τοῦ Ὑπουργείου τῶν Ἐσωτερικῶν δωρεὰν δὲ ἀναλύεται ὑπὸ τοῦ ἐργαστηρίου τούτου ἐν οἱῳδήποτε ἐπιθυμίᾳ τοῦ ἀγοραστοῦ. Πωλεῖται ἐπὶ τῇ βάσει τῆς κατὰ ταῦτα παρασκευῆς, ἐπὶ τὴν διαλύσει τῆς σταθερᾶς ποσότητος. [22, 1598, 238, 1759]
paragraph: Τὴν εἴησιν ἐκ τῆς ἐνταῦθα ἐγνώρισεν ἡ κόρη του. [1302, 1304, 1572, 1335]
paragraph: Ἡ μάχη συνεχίσθη ὀλίγας ὥρας. Οἱ Τοῦρκοι ἀπεκρούσθησαν μετ' ἀπωλειῶν, ἐγκαταλείψαντες πολλὰ ὅπλα καὶ τὰς σκηνάς των. [503, 579, 746, 643]
divider [22, 245, 238, 248]
paragraph: Σύντομον τηλεγράφημα ληφθὲν χθὲς μετὰ μεσημβρίαν παρὰ τοῦ ἐν Μεσολογγίῳ ἀνταποκριτοῦ μας ἀνήγγειλεν ἀληθῶς ἀλγεινὸν γεγονός, τὴν αὐτοκτονίαν τοῦ ἐν ἀποστρατείᾳ ὑποστρατήγου Δημοσθένους Σταΐκου, γνωστοτάτου ἐν Ἀθήναις. [1019, 1221, 1289, 1318]
headline: ΜΝΗΜΟΣΥΝΟΝ [53, 1846, 206, 1868]
paragraph: Ἡ ὁρμὴ τῶν Μανιατῶν ἦτο ἀκράτητος, ἐφόνευον δὲ πάντα Τοῦρκον, ὅστις ἔπιπτεν εἰς τὰς χεῖρας των, χωρὶς νὰ δίδωσι χάριν εἰς οὐδένα. [255, 1585, 486, 1665]
subheadline: Ο ΜΥΡΙΟΝΕΚΡΟΣ ΔΕΚΑΠΕΝΤΑΕΤΗΣ ΠΟΛΕΜΟΣ [275, 236, 466, 263]
subheadline: ΜΕΡΟΣ Β'. [324, 278, 417, 294]
headline: ΤΟΥ ΥΠΟΣΤΡΑΤΗΓΟΥ ΣΤΑΪΚΟΥ [1043, 1089, 1548, 1125]
subcolumn-left [1013, 371, 1295, 1002]
subheadline: Πρωτόκολλον Τιμῆς [551, 1168, 698, 1184]
article-etairia [763, 140, 996, 699]
subheadline: ΕΓΕΝΕΤΟ ΕΝ ΜΕΣΟΛΟΓΓΙΩ [1116, 1128, 1475, 1157]
subheadline: ΕΙΣ ΤΗΝ ΣΥΝΔΙΑΣΚΕΨΙΝ ΤΟΥ ΜΑΡΟΚΟΥ [1034, 898, 1274, 912]
article-aimorroides [503, 1728, 746, 1788]
article-morozini-cont [503, 140, 746, 947]
paragraph: Τοὺς Ἀκονάτους τούτους κακῶς ὡς ἐπὶ τὸ πλεῖστον ὠπλισμένους ἐξαπέστειλεν ὁ Μοροζίνης εἰς τὴν Μάνην, ὅπως ἐκεῖ ἑνωθῶσι μετὰ τῶν ἐγχωρίων καὶ ἐπιτεθῶσι κατὰ τῶν Τούρκων. [255, 1169, 486, 1265]
paragraph: Οἱ Μυριᾶται σήμερον ἐπισκέπτονται ἀγκαλιάζοντες ἑορτάζοντας καὶ συγγενεῖς αὐτῶν. [763, 1185, 996, 1233]
headline: ΚΟΙΝΩΝΙΚΑ [763, 716, 996, 741]
column-1 [14, 140, 246, 2270]
paragraph: Λήψεις εἰς τὰ γραφεῖα τῆς Ἑταιρίας ἐν τῇ ὁδῷ Ἀχαρνῶν ἀριθ. 1 καὶ ἐν τοῖς πρακτορείοις αὐτῆς. [22, 1765, 238, 1812]
paragraph: Ἀλλὰ καὶ ἐκ Σέρβου δὲν ὀλιγώτερον κακῶς ἔχουν αἱ συμμορίαι. Ἡ ἑλληνικὴ συμμορία τοῦ καπετὰν Βάρδα συνεπλάκη μετὰ τῶν Βουλγάρων. [1019, 746, 1289, 810]
